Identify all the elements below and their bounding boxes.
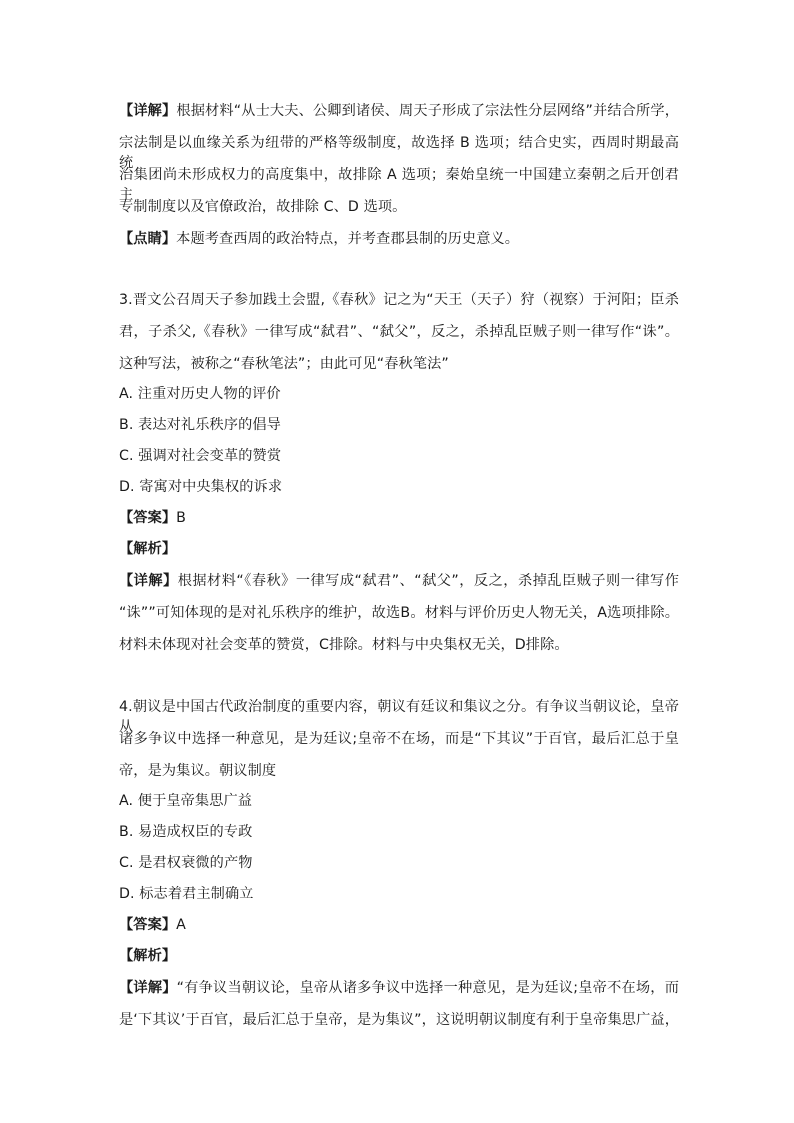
q3-answer-value: B	[176, 510, 186, 526]
q3-option-c: C. 强调对社会变革的赞赏	[119, 448, 282, 464]
q4-answer-tag: 【答案】	[119, 917, 177, 933]
q3-detail-tag: 【详解】	[119, 573, 178, 589]
q4-stem-line-1: 4.朝议是中国古代政治制度的重要内容，朝议有廷议和集议之分。有争议当朝议论，皇帝从	[119, 699, 679, 735]
q4-analysis-tag: 【解析】	[119, 948, 177, 964]
q3-answer-line	[119, 508, 186, 528]
q2-detail-line-1: 【详解】根据材料“从士大夫、公卿到诸侯、周天子形成了宗法性分层网络”并结合所学，	[119, 103, 679, 119]
q3-stem-line-1: 3.晋文公召周天子参加践土会盟,《春秋》记之为“天王（天子）狩（视察）于河阳；臣杀	[119, 292, 679, 308]
q2-detail-line-2: 宗法制是以血缘关系为纽带的严格等级制度，故选择 B 选项；结合史实，西周时期最高统	[119, 135, 679, 171]
q3-analysis-tag: 【解析】	[119, 541, 177, 557]
q3-detail-line-3: 材料未体现对社会变革的赞赏，C排除。材料与中央集权无关，D排除。	[119, 637, 569, 653]
q4-answer-value: A	[176, 917, 186, 933]
q4-option-a: A. 便于皇帝集思广益	[119, 793, 253, 809]
q4-stem-line-3: 帝，是为集议。朝议制度	[119, 763, 277, 779]
q4-detail-line-2: 是‘下其议’于百官，最后汇总于皇帝，是为集议”，这说明朝议制度有利于皇帝集思广益，	[119, 1012, 679, 1028]
q2-detail-line-4: 专制制度以及官僚政治，故排除 C、D 选项。	[119, 199, 407, 215]
q2-point-line: 【点睛】本题考查西周的政治特点，并考查郡县制的历史意义。	[119, 231, 520, 247]
q4-option-b: B. 易造成权臣的专政	[119, 824, 253, 840]
q3-option-d: D. 寄寓对中央集权的诉求	[119, 479, 283, 495]
q4-answer-line	[119, 915, 186, 935]
q3-detail-line-1: 【详解】根据材料“《春秋》一律写成“弑君”、“弑父”，反之，杀掉乱臣贼子则一律写作	[119, 573, 679, 589]
q2-detail-line-3: 治集团尚未形成权力的高度集中，故排除 A 选项；秦始皇统一中国建立秦朝之后开创君主	[119, 167, 679, 203]
q2-detail-tag: 【详解】	[119, 103, 177, 119]
q4-detail-tag: 【详解】	[119, 980, 177, 996]
q3-option-b: B. 表达对礼乐秩序的倡导	[119, 417, 281, 433]
q3-detail-line-2: “诛””可知体现的是对礼乐秩序的维护，故选B。材料与评价历史人物无关，A选项排除。	[119, 605, 679, 621]
q2-point-tag: 【点睛】	[119, 231, 177, 247]
q4-option-d: D. 标志着君主制确立	[119, 886, 254, 902]
q3-stem-line-2: 君，子杀父,《春秋》一律写成“弑君”、“弑父”，反之，杀掉乱臣贼子则一律写作“诛”。	[119, 324, 679, 340]
q3-stem-line-3: 这种写法，被称之“春秋笔法”；由此可见“春秋笔法”	[119, 356, 449, 372]
q3-option-a: A. 注重对历史人物的评价	[119, 386, 281, 402]
q4-detail-line-1: 【详解】“有争议当朝议论，皇帝从诸多争议中选择一种意见，是为廷议;皇帝不在场，而	[119, 980, 679, 996]
q4-option-c: C. 是君权衰微的产物	[119, 855, 253, 871]
q4-stem-line-2: 诸多争议中选择一种意见，是为廷议;皇帝不在场，而是“下其议”于百官，最后汇总于皇	[119, 731, 679, 747]
q3-answer-tag: 【答案】	[119, 510, 177, 526]
